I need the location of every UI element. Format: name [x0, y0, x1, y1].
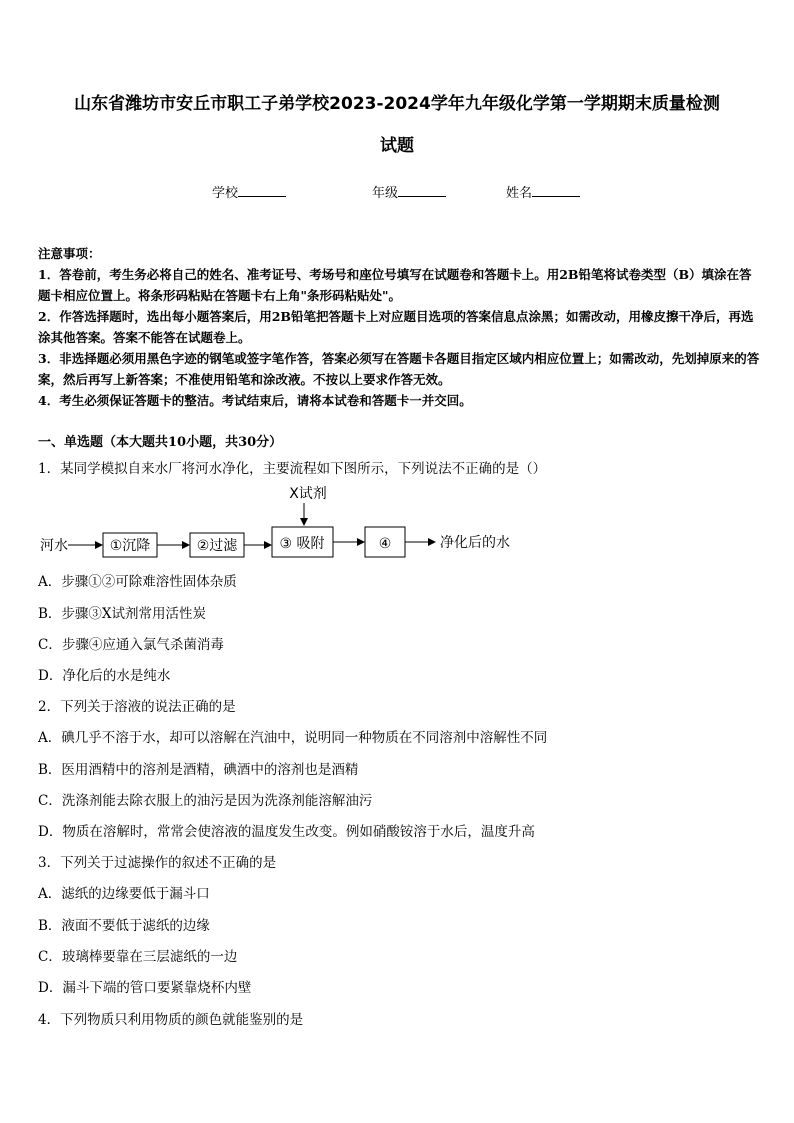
- river-water-label: 河水: [40, 538, 68, 554]
- note-item-2: 2．作答选择题时，选出每小题答案后，用2B铅笔把答题卡上对应题目选项的答案信息点涂黑；如需改动，用橡皮擦干净后，再选涂其他答案。答案不能答在试题卷上。: [38, 309, 754, 345]
- name-field: [506, 182, 580, 201]
- q2-option-b: B．医用酒精中的溶剂是酒精，碘酒中的溶剂也是酒精: [38, 762, 359, 778]
- q3-stem: 3．下列关于过滤操作的叙述不正确的是: [38, 855, 277, 871]
- note-item-4: 4．考生必须保证答题卡的整洁。考试结束后，请将本试卷和答题卡一并交回。: [38, 393, 472, 408]
- q4-stem: 4．下列物质只利用物质的颜色就能鉴别的是: [38, 1012, 304, 1028]
- grade-blank: [398, 184, 446, 197]
- q1-option-b: B．步骤③X试剂常用活性炭: [38, 606, 207, 622]
- q1-option-a: A．步骤①②可除难溶性固体杂质: [38, 574, 237, 590]
- q2-stem: 2．下列关于溶液的说法正确的是: [38, 699, 236, 715]
- school-blank: [238, 184, 286, 197]
- step-4-label: ④: [378, 536, 392, 552]
- school-field: [212, 182, 286, 201]
- reagent-label: X试剂: [289, 486, 327, 502]
- name-label: 姓名: [506, 186, 533, 201]
- q3-option-a: A．滤纸的边缘要低于漏斗口: [38, 886, 210, 902]
- q2-option-c: C．洗涤剂能去除衣服上的油污是因为洗涤剂能溶解油污: [38, 793, 373, 809]
- school-label: 学校: [212, 186, 239, 201]
- purified-water-label: 净化后的水: [440, 535, 510, 551]
- notes-heading: 注意事项：: [38, 246, 101, 261]
- grade-label: 年级: [372, 186, 399, 201]
- q1-option-c: C．步骤④应通入氯气杀菌消毒: [38, 637, 224, 653]
- q2-option-d: D．物质在溶解时，常常会使溶液的温度发生改变。例如硝酸铵溶于水后，温度升高: [38, 824, 535, 840]
- step-adsorption-label: ③ 吸附: [279, 536, 325, 552]
- q3-option-c: C．玻璃棒要靠在三层滤纸的一边: [38, 949, 238, 965]
- q2-option-a: A．碘几乎不溶于水，却可以溶解在汽油中，说明同一种物质在不同溶剂中溶解性不同: [38, 730, 548, 746]
- note-item-1: 1．答卷前，考生务必将自己的姓名、准考证号、考场号和座位号填写在试题卷和答题卡上。用2B铅笔将试卷类型（B）填涂在答题卡相应位置上。将条形码粘贴在答题卡右上角"条形码粘贴处"。: [38, 267, 752, 303]
- grade-field: [372, 182, 446, 201]
- notes-section: [38, 243, 760, 411]
- q1-option-d: D．净化后的水是纯水: [38, 668, 171, 684]
- step-filtration-label: ②过滤: [196, 538, 238, 554]
- exam-title-line1: 山东省潍坊市安丘市职工子弟学校2023-2024学年九年级化学第一学期期末质量检测: [74, 94, 720, 114]
- step-sedimentation-label: ①沉降: [109, 538, 151, 554]
- note-item-3: 3．非选择题必须用黑色字迹的钢笔或签字笔作答，答案必须写在答题卡各题目指定区域内相应位置上；如需改动，先划掉原来的答案，然后再写上新答案；不准使用铅笔和涂改液。不按以上要求作答无效。: [38, 351, 760, 387]
- q3-option-b: B．液面不要低于滤纸的边缘: [38, 918, 210, 934]
- name-blank: [532, 184, 580, 197]
- q3-option-d: D．漏斗下端的管口要紧靠烧杯内壁: [38, 980, 252, 996]
- section-heading: 一、单选题（本大题共10小题，共30分）: [38, 435, 283, 450]
- q1-stem: 1．某同学模拟自来水厂将河水净化，主要流程如下图所示，下列说法不正确的是（）: [38, 461, 547, 477]
- exam-title-line2: 试题: [380, 136, 414, 156]
- water-purification-flow-diagram: [38, 482, 558, 562]
